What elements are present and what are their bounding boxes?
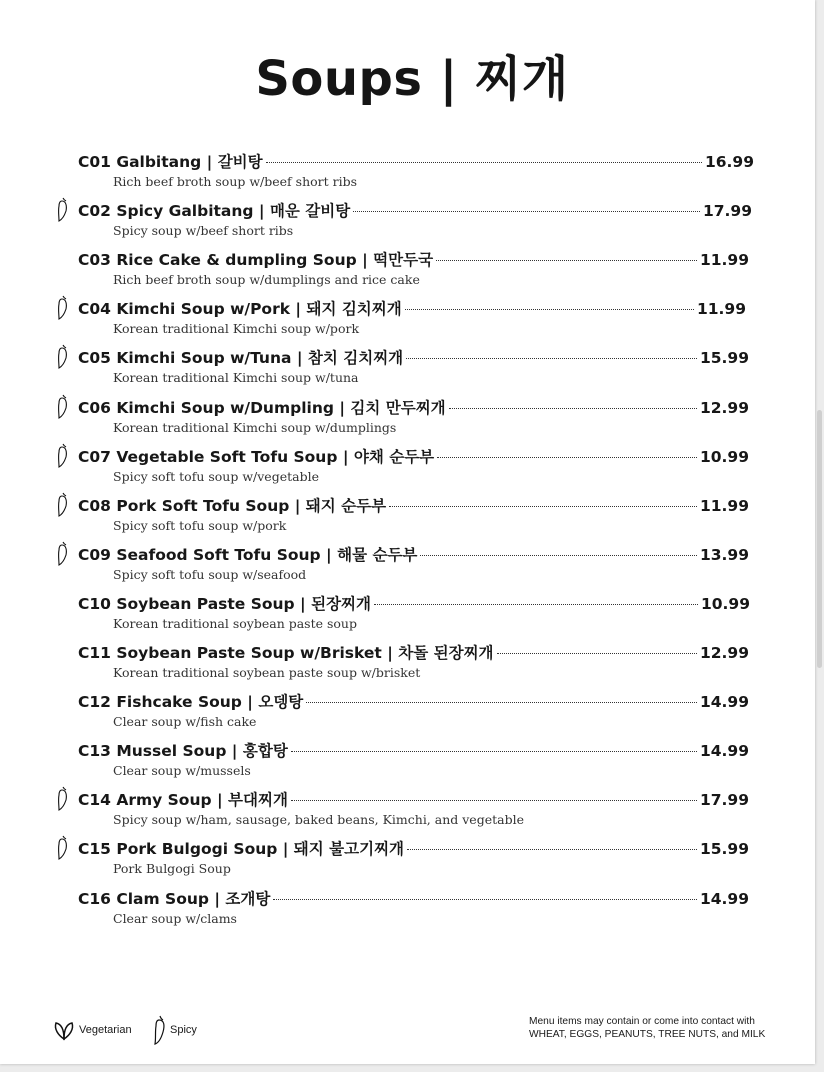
menu-item-name: C14 Army Soup | 부대찌개 — [78, 791, 288, 810]
menu-item-description: Clear soup w/mussels — [113, 763, 251, 779]
dot-leader — [291, 800, 697, 801]
chili-pepper-icon — [56, 197, 70, 223]
menu-item-name: C03 Rice Cake & dumpling Soup | 떡만두국 — [78, 251, 434, 270]
menu-item-line — [78, 396, 749, 418]
menu-item-description: Korean traditional soybean paste soup — [113, 615, 357, 631]
dot-leader — [266, 162, 702, 163]
dot-leader — [449, 408, 697, 409]
menu-item-price: 11.99 — [696, 300, 746, 319]
dot-leader — [273, 899, 697, 900]
menu-item-description: Rich beef broth soup w/dumplings and rice cake — [113, 272, 420, 288]
menu-item-name: C13 Mussel Soup | 홍합탕 — [78, 742, 288, 761]
menu-item-description: Korean traditional Kimchi soup w/tuna — [113, 370, 359, 386]
menu-item-line — [78, 837, 749, 859]
scrollbar[interactable] — [817, 410, 822, 668]
menu-item-description: Spicy soft tofu soup w/seafood — [113, 566, 307, 582]
menu-item-description: Korean traditional Kimchi soup w/dumplings — [113, 419, 397, 435]
menu-item-description: Korean traditional soybean paste soup w/brisket — [113, 665, 421, 680]
menu-item — [0, 739, 824, 787]
chili-pepper-icon — [56, 443, 70, 469]
menu-item-line — [78, 346, 749, 368]
dot-leader — [420, 555, 697, 556]
menu-item-description: Pork Bulgogi Soup — [113, 861, 231, 877]
menu-item-description: Clear soup w/clams — [113, 910, 237, 926]
dot-leader — [437, 457, 697, 458]
legend-spicy-label: Spicy — [170, 1024, 197, 1036]
menu-item-line — [78, 150, 754, 172]
allergen-notice-line1: Menu items may contain or come into contact with — [529, 1016, 755, 1027]
dot-leader — [374, 604, 698, 605]
menu-item-price: 11.99 — [699, 496, 749, 515]
menu-item-price: 14.99 — [699, 742, 749, 761]
menu-item — [0, 346, 824, 394]
allergen-notice — [529, 1015, 809, 1041]
menu-item — [0, 592, 824, 640]
menu-item-price: 16.99 — [704, 153, 754, 171]
chili-pepper-icon — [56, 394, 70, 420]
menu-item-name: C04 Kimchi Soup w/Pork | 돼지 김치찌개 — [78, 300, 402, 319]
menu-item — [0, 543, 824, 591]
menu-item-price: 13.99 — [699, 545, 749, 564]
menu-item — [0, 641, 824, 689]
menu-item-name: C08 Pork Soft Tofu Soup | 돼지 순두부 — [78, 496, 387, 515]
menu-item-description: Clear soup w/fish cake — [113, 714, 257, 730]
menu-item-line — [78, 739, 749, 761]
menu-item-line — [78, 887, 749, 909]
menu-item — [0, 690, 824, 738]
menu-item — [0, 494, 824, 542]
legend-vegetarian — [52, 1015, 132, 1045]
menu-item-name: C05 Kimchi Soup w/Tuna | 참치 김치찌개 — [78, 349, 404, 368]
chili-pepper-icon — [56, 344, 70, 370]
dot-leader — [407, 849, 697, 850]
menu-item — [0, 199, 824, 247]
menu-item-description: Spicy soft tofu soup w/vegetable — [113, 468, 319, 484]
legend-spicy — [152, 1015, 197, 1045]
menu-item-line — [78, 199, 752, 221]
menu-item-description: Korean traditional Kimchi soup w/pork — [113, 321, 360, 337]
menu-item-description: Spicy soup w/beef short ribs — [113, 223, 294, 239]
leaf-icon — [52, 1019, 76, 1041]
menu-item-description: Rich beef broth soup w/beef short ribs — [113, 174, 358, 189]
menu-item-price: 12.99 — [699, 644, 749, 662]
chili-pepper-icon — [56, 492, 70, 518]
menu-item-price: 15.99 — [699, 840, 749, 859]
menu-item-description: Spicy soft tofu soup w/pork — [113, 517, 287, 533]
chili-pepper-icon — [56, 295, 70, 321]
chili-pepper-icon — [56, 835, 70, 861]
menu-item — [0, 445, 824, 493]
chili-pepper-icon — [152, 1014, 168, 1046]
legend-vegetarian-label: Vegetarian — [79, 1024, 132, 1036]
menu-item-description: Spicy soup w/ham, sausage, baked beans, Kimchi, and vegetable — [113, 812, 524, 828]
menu-item-price: 12.99 — [699, 398, 749, 417]
dot-leader — [405, 309, 694, 310]
menu-item — [0, 788, 824, 836]
menu-item-price: 10.99 — [700, 594, 750, 613]
menu-item-line — [78, 543, 749, 565]
menu-item-price: 14.99 — [699, 693, 749, 712]
menu-item-price: 15.99 — [699, 349, 749, 368]
menu-item-price: 11.99 — [699, 251, 749, 270]
dot-leader — [406, 358, 697, 359]
dot-leader — [291, 751, 697, 752]
menu-item-name: C11 Soybean Paste Soup w/Brisket | 차돌 된장찌개 — [78, 644, 494, 662]
menu-item — [0, 297, 824, 345]
menu-item — [0, 887, 824, 935]
menu-item-name: C07 Vegetable Soft Tofu Soup | 야채 순두부 — [78, 447, 435, 466]
menu-item-price: 14.99 — [699, 889, 749, 908]
menu-item-name: C02 Spicy Galbitang | 매운 갈비탕 — [78, 202, 351, 221]
menu-item-line — [78, 592, 750, 614]
dot-leader — [389, 506, 697, 507]
menu-item-line — [78, 494, 749, 516]
menu-item — [0, 837, 824, 885]
menu-item-name: C16 Clam Soup | 조개탕 — [78, 889, 271, 908]
menu-item-line — [78, 297, 746, 319]
menu-item-name: C12 Fishcake Soup | 오뎅탕 — [78, 693, 304, 712]
menu-item-name: C01 Galbitang | 갈비탕 — [78, 153, 263, 171]
dot-leader — [306, 702, 697, 703]
menu-item — [0, 396, 824, 444]
menu-item-name: C15 Pork Bulgogi Soup | 돼지 불고기찌개 — [78, 840, 405, 859]
menu-item-line — [78, 690, 749, 712]
menu-item-price: 10.99 — [699, 447, 749, 466]
chili-pepper-icon — [56, 541, 70, 567]
dot-leader — [436, 260, 697, 261]
menu-item-name: C10 Soybean Paste Soup | 된장찌개 — [78, 594, 371, 613]
menu-item-name: C06 Kimchi Soup w/Dumpling | 김치 만두찌개 — [78, 398, 446, 417]
menu-item-name: C09 Seafood Soft Tofu Soup | 해물 순두부 — [78, 545, 418, 564]
menu-item-line — [78, 641, 749, 663]
dot-leader — [497, 653, 697, 654]
menu-item — [0, 248, 824, 296]
dot-leader — [353, 211, 700, 212]
page-title: Soups | 찌개 — [255, 51, 569, 107]
menu-item-price: 17.99 — [699, 791, 749, 810]
menu-item-price: 17.99 — [702, 202, 752, 221]
menu-item-line — [78, 445, 749, 467]
chili-pepper-icon — [56, 786, 70, 812]
menu-item-line — [78, 788, 749, 810]
menu-item-line — [78, 248, 749, 270]
menu-item — [0, 150, 824, 198]
allergen-notice-line2: WHEAT, EGGS, PEANUTS, TREE NUTS, and MILK — [529, 1029, 766, 1040]
